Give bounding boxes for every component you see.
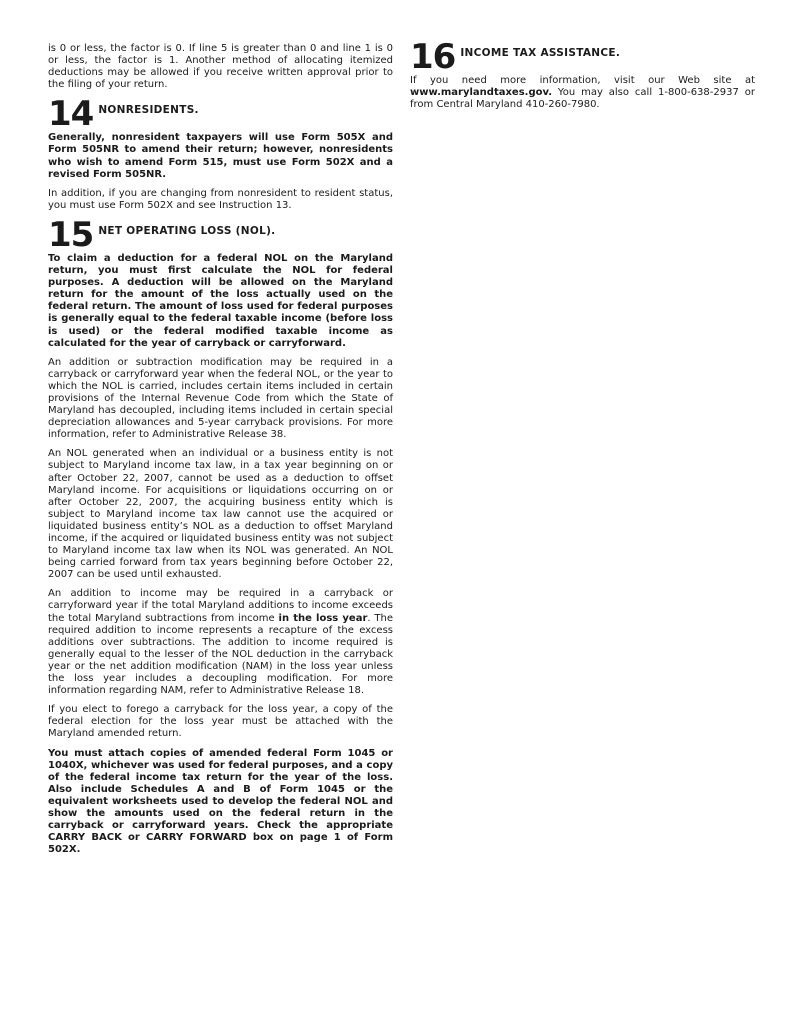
two-column-layout [48, 37, 755, 863]
bold-text-run: You must attach copies of amended federal Form 1045 or 1040X, whichever was used for federal purposes, and a copy of the federal income tax return for the year of the loss. Also include Schedules A and B of Form 1045 or the equivalent worksheets used to develop the federal NOL and show the amounts used on the federal return in the carryback or carryforward years. Check the appropriate CARRY BACK or CARRY FORWARD box on page 1 of Form 502X. [48, 747, 393, 856]
para-forego-carryback [48, 704, 393, 740]
section-number-14: 14 [48, 94, 94, 135]
para-tax-assistance-contact [410, 75, 755, 111]
section-number-15: 15 [48, 214, 94, 255]
para-nonresident-to-resident [48, 188, 393, 212]
para-nol-claim-deduction [48, 253, 393, 350]
para-addition-to-income [48, 588, 393, 697]
bold-text-run: To claim a deduction for a federal NOL on the Maryland return, you must first calculate the NOL for federal purposes. A deduction will be allowed on the Maryland return for the amount of the loss actually used on the federal return. The amount of loss used for federal purposes is generally equal to the federal taxable income (before loss is used) or the federal modified taxable income as calculated for the year of carryback or carryforward. [48, 252, 393, 349]
website-url-text: www.marylandtaxes.gov. [410, 87, 552, 99]
text-run: You may also call 1-800-638-2937 or from Central Maryland 410-260-7980. [410, 87, 755, 111]
right-column [410, 37, 755, 118]
bold-text-run: in the loss year [278, 612, 368, 624]
text-run: An addition to income may be required in a carryback or carryforward year if the total Maryland additions to income exceeds the total Maryland subtractions from income [48, 588, 393, 624]
section-heading-15 [48, 214, 393, 255]
section-heading-14 [48, 94, 393, 135]
text-run: If you need more information, visit our Web site at [410, 75, 755, 86]
para-nonresident-amend-forms [48, 132, 393, 180]
para-itemized-deduction-factor [48, 43, 393, 91]
text-run: If you elect to forego a carryback for the loss year, a copy of the federal election for the loss year must be attached with the Maryland amended return. [48, 704, 393, 740]
para-attach-federal-forms [48, 748, 393, 857]
section-title-income-tax-assistance: INCOME TAX ASSISTANCE. [460, 47, 621, 59]
text-run: In addition, if you are changing from nonresident to resident status, you must use Form 502X and see Instruction 13. [48, 187, 393, 211]
section-heading-16 [410, 37, 755, 77]
left-column [48, 43, 393, 863]
bold-text-run: Generally, nonresident taxpayers will use Form 505X and Form 505NR to amend their return; however, nonresidents who wish to amend Form 515, must use Form 502X and a revised Form 505NR. [48, 132, 393, 180]
para-nol-generated-entity [48, 448, 393, 581]
section-title-net-operating-loss: NET OPERATING LOSS (NOL). [98, 224, 276, 237]
text-run: is 0 or less, the factor is 0. If line 5 is greater than 0 and line 1 is 0 or less, the factor is 1. Another method of allocating itemized deductions may be allowed if you receive written approval prior to the filing of your return. [48, 43, 393, 91]
text-run: An addition or subtraction modification may be required in a carryback or carryforward year when the federal NOL, or the year to which the NOL is carried, includes certain items included in certain provisions of the Internal Revenue Code from which the State of Maryland has decoupled, including items included in certain special depreciation allowances and 5-year carryback provisions. For more information, refer to Administrative Release 38. [48, 356, 393, 441]
text-run: An NOL generated when an individual or a business entity is not subject to Maryland income tax law, in a tax year beginning on or after October 22, 2007, cannot be used as a deduction to offset Maryland income. For acquisitions or liquidations occurring on or after October 22, 2007, the acquiring business entity which is subject to Maryland income tax law cannot use the acquired or liquidated business entity’s NOL as a deduction to offset Maryland income, if the acquired or liquidated business entity was not subject to Maryland income tax law when its NOL was generated. An NOL being carried forward from tax years beginning before October 22, 2007 can be used until exhausted. [48, 448, 393, 581]
text-run: . The required addition to income represents a recapture of the excess additions over subtractions. The addition to income required is generally equal to the lesser of the NOL deduction in the carryback year or the net addition modification (NAM) in the loss year unless the loss year includes a decoupling modification. For more information regarding NAM, refer to Administrative Release 18. [48, 612, 393, 697]
section-title-nonresidents: NONRESIDENTS. [98, 104, 199, 117]
para-addition-subtraction-modification [48, 357, 393, 442]
section-number-16: 16 [410, 37, 456, 77]
